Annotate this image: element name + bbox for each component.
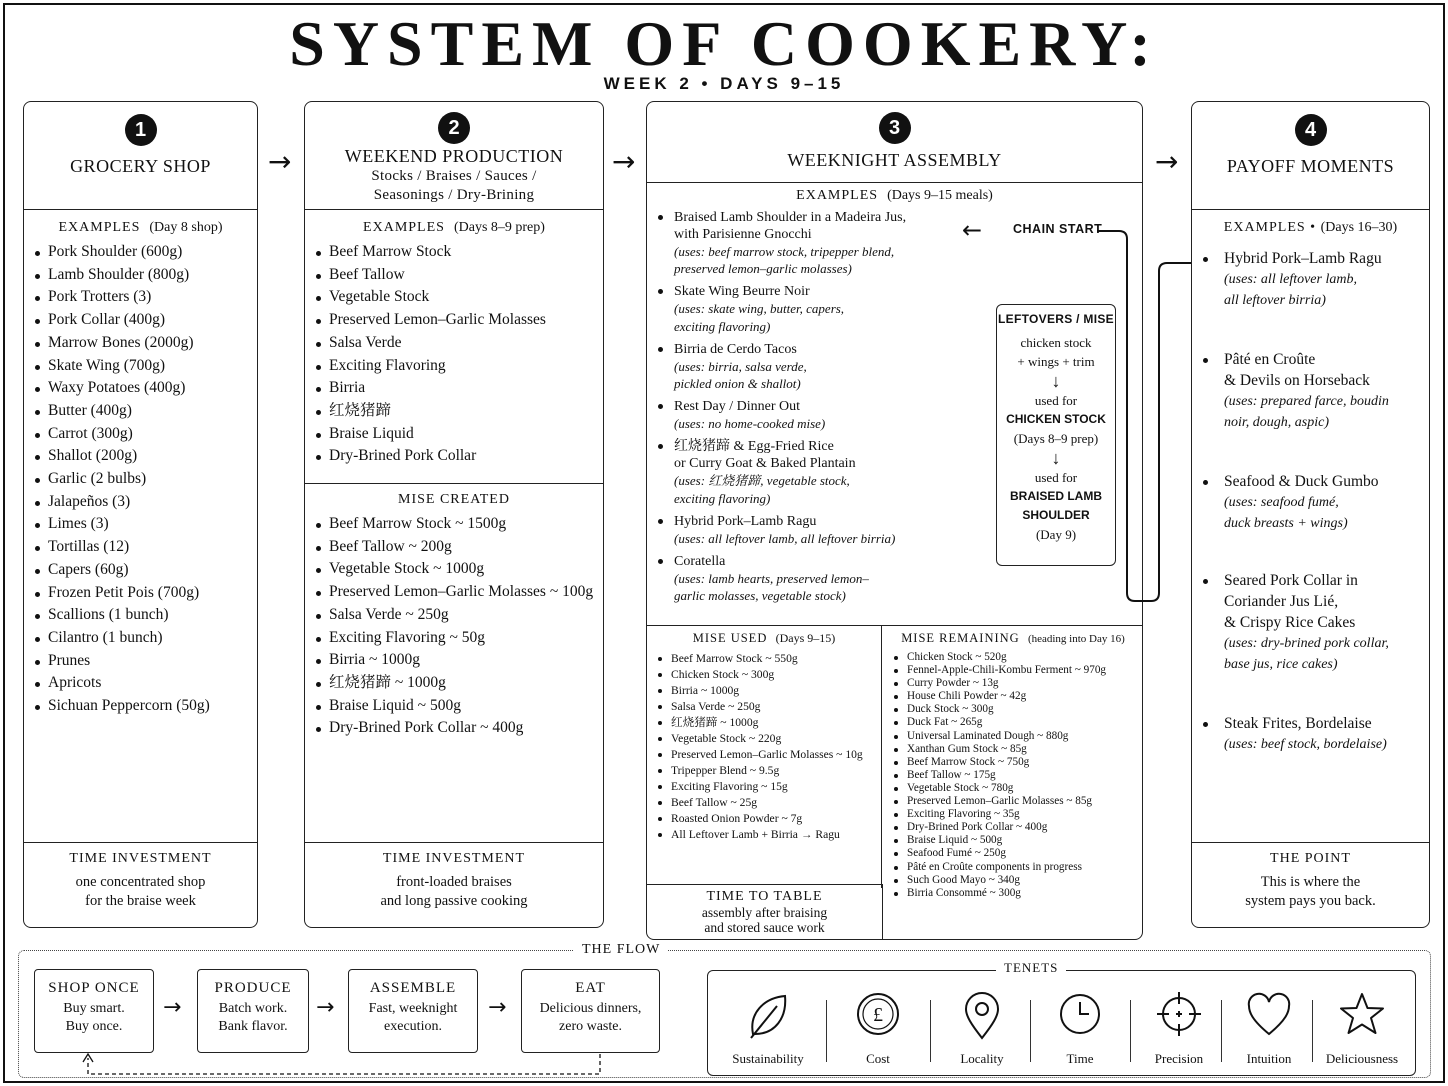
footer-line: assembly after braising — [701, 905, 828, 920]
grocery-item: Scallions (1 bunch) — [34, 604, 257, 627]
mise-used-item: Roasted Onion Powder ~ 7g — [657, 811, 881, 827]
meal-item — [657, 209, 977, 277]
payoff-footer — [1192, 842, 1429, 927]
payoff-uses: (uses: prepared farce, boudin — [1224, 394, 1389, 409]
mise-used-item: Birria ~ 1000g — [657, 683, 881, 699]
flow-step-desc: Batch work. — [218, 1001, 288, 1016]
mise-used-list — [647, 651, 881, 843]
step-badge: 1 — [125, 114, 157, 146]
leftover-line: used for — [1034, 470, 1078, 485]
tenet-precision — [1129, 990, 1229, 1067]
arrow-down-icon: ↓ — [1051, 448, 1061, 468]
grocery-item: Frozen Petit Pois (700g) — [34, 582, 257, 605]
divider — [930, 1000, 931, 1062]
meal-item — [657, 341, 977, 392]
mise-item: Birria ~ 1000g — [315, 649, 603, 672]
tenet-label: Deliciousness — [1325, 1051, 1399, 1066]
flow-step-desc: Buy once. — [65, 1019, 123, 1034]
meal-uses: (uses: beef marrow stock, tripepper blend, — [674, 244, 895, 259]
flow-step-assemble — [348, 969, 478, 1053]
leftover-line: used for — [1034, 393, 1078, 408]
mise-used-item: Beef Tallow ~ 25g — [657, 795, 881, 811]
grocery-item: Pork Shoulder (600g) — [34, 241, 257, 264]
grocery-item: Capers (60g) — [34, 559, 257, 582]
meal-uses: (uses: no home-cooked mise) — [674, 416, 826, 432]
mise-remaining-item: Xanthan Gum Stock ~ 85g — [893, 743, 1143, 756]
tenet-time — [1030, 990, 1130, 1067]
leaf-icon — [743, 990, 793, 1042]
arrow-right-icon: → — [268, 145, 292, 178]
arrow-right-icon: → — [316, 995, 335, 1020]
star-icon — [1337, 990, 1387, 1042]
mise-item: Preserved Lemon–Garlic Molasses ~ 100g — [315, 581, 603, 604]
payoff-name: Steak Frites, Bordelaise — [1224, 715, 1372, 732]
mise-remaining-item: Preserved Lemon–Garlic Molasses ~ 85g — [893, 795, 1143, 808]
leftover-line: (Day 9) — [1035, 527, 1077, 542]
prep-item: Vegetable Stock — [315, 286, 603, 309]
section-title: EXAMPLES • — [1223, 220, 1317, 235]
panel-title: WEEKEND PRODUCTION — [344, 146, 564, 166]
prep-item: Exciting Flavoring — [315, 355, 603, 378]
mise-remaining-item: Fennel-Apple-Chili-Kombu Ferment ~ 970g — [893, 664, 1143, 677]
footer-line: front-loaded braises — [396, 874, 512, 890]
location-pin-icon — [957, 990, 1007, 1042]
leftover-line: SHOULDER — [1022, 508, 1090, 522]
grocery-shop-panel — [23, 101, 258, 928]
arrow-right-icon: → — [488, 995, 507, 1020]
mise-remaining-item: Such Good Mayo ~ 340g — [893, 874, 1143, 887]
tenet-intuition — [1219, 990, 1319, 1067]
pound-coin-icon — [853, 990, 903, 1042]
tenet-label: Cost — [866, 1051, 890, 1066]
mise-remaining-item: Curry Powder ~ 13g — [893, 677, 1143, 690]
mise-item: Beef Tallow ~ 200g — [315, 536, 603, 559]
mise-remaining-section — [883, 626, 1143, 899]
mise-remaining-item: Duck Stock ~ 300g — [893, 703, 1143, 716]
panel-title: PAYOFF MOMENTS — [1226, 156, 1395, 176]
mise-remaining-item: Chicken Stock ~ 520g — [893, 651, 1143, 664]
section-title: EXAMPLES — [363, 220, 445, 235]
tenets-title: TENETS — [996, 960, 1066, 976]
prep-item: Salsa Verde — [315, 332, 603, 355]
section-title: MISE USED — [692, 631, 768, 645]
panel-title: GROCERY SHOP — [70, 156, 211, 176]
tenet-cost — [828, 990, 928, 1067]
section-note: (Days 9–15 meals) — [887, 188, 993, 203]
meal-uses: (uses: 红烧猪蹄, vegetable stock, — [674, 473, 850, 489]
payoff-name: Pâté en Croûte — [1224, 351, 1316, 368]
footer-title: TIME INVESTMENT — [69, 851, 212, 866]
mise-used-item: 红烧猪蹄 ~ 1000g — [657, 715, 881, 731]
panel-subtitle: Seasonings / Dry-Brining — [373, 187, 535, 203]
mise-remaining-item: House Chili Powder ~ 42g — [893, 690, 1143, 703]
tenet-label: Precision — [1154, 1051, 1204, 1066]
mise-used-item: Chicken Stock ~ 300g — [657, 667, 881, 683]
heart-icon — [1244, 990, 1294, 1042]
meal-uses: (uses: all leftover lamb, all leftover birria) — [674, 530, 896, 546]
meal-uses: (uses: skate wing, butter, capers, — [674, 301, 845, 317]
mise-remaining-item: Beef Marrow Stock ~ 750g — [893, 756, 1143, 769]
mise-remaining-item: Vegetable Stock ~ 780g — [893, 782, 1143, 795]
arrow-left-icon: ← — [962, 216, 983, 244]
meal-name: Braised Lamb Shoulder in a Madeira Jus, — [674, 210, 907, 225]
weekend-production-panel — [304, 101, 604, 928]
flow-step-desc: zero waste. — [559, 1019, 622, 1034]
footer-line: one concentrated shop — [75, 874, 206, 890]
tenet-locality — [932, 990, 1032, 1067]
mise-created-list — [305, 513, 603, 740]
meal-uses: garlic molasses, vegetable stock) — [674, 588, 846, 604]
prep-item: Preserved Lemon–Garlic Molasses — [315, 309, 603, 332]
payoff-name: & Crispy Rice Cakes — [1224, 614, 1356, 631]
flow-step-desc: Fast, weeknight — [368, 1001, 458, 1016]
flow-step-name: PRODUCE — [214, 980, 292, 996]
mise-used-item: Vegetable Stock ~ 220g — [657, 731, 881, 747]
mise-item: Dry-Brined Pork Collar ~ 400g — [315, 717, 603, 740]
svg-text:£: £ — [873, 1004, 883, 1026]
section-title: EXAMPLES — [796, 188, 879, 203]
footer-title: THE POINT — [1270, 851, 1351, 866]
payoff-uses: (uses: dry-brined pork collar, — [1224, 636, 1389, 651]
flow-step-desc: Delicious dinners, — [539, 1001, 642, 1016]
mise-item: 红烧猪蹄 ~ 1000g — [315, 672, 603, 695]
payoff-uses: base jus, rice cakes) — [1224, 657, 1338, 672]
meal-uses: exciting flavoring) — [674, 318, 771, 334]
flow-step-desc: execution. — [384, 1019, 442, 1034]
meal-item — [657, 398, 977, 432]
payoff-name: & Devils on Horseback — [1224, 372, 1370, 389]
payoff-uses: (uses: all leftover lamb, — [1224, 272, 1357, 287]
mise-used-item: Beef Marrow Stock ~ 550g — [657, 651, 881, 667]
grocery-item: Pork Collar (400g) — [34, 309, 257, 332]
mise-used-item: Preserved Lemon–Garlic Molasses ~ 10g — [657, 747, 881, 763]
section-note: (Days 16–30) — [1320, 220, 1398, 235]
payoff-name: Seared Pork Collar in — [1224, 572, 1358, 589]
mise-remaining-item: Seafood Fumé ~ 250g — [893, 847, 1143, 860]
mise-remaining-item: Exciting Flavoring ~ 35g — [893, 808, 1143, 821]
mise-item: Vegetable Stock ~ 1000g — [315, 558, 603, 581]
mise-created-section — [305, 483, 603, 740]
flow-step-eat — [521, 969, 660, 1053]
crosshair-icon — [1154, 990, 1204, 1042]
meal-uses: exciting flavoring) — [674, 490, 771, 506]
grocery-list — [24, 241, 257, 718]
flow-title: THE FLOW — [574, 942, 668, 958]
arrow-right-icon: → — [163, 995, 182, 1020]
prep-item: 红烧猪蹄 — [315, 400, 603, 423]
page-title: SYSTEM OF COOKERY: — [289, 8, 1159, 79]
payoff-moments-panel — [1191, 101, 1430, 928]
payoff-item — [1202, 471, 1429, 534]
grocery-item: Limes (3) — [34, 513, 257, 536]
loop-back-connector — [80, 1052, 610, 1080]
grocery-item: Butter (400g) — [34, 400, 257, 423]
section-title: MISE CREATED — [398, 492, 510, 507]
payoff-examples — [1192, 220, 1429, 755]
payoff-header — [1192, 102, 1429, 210]
flow-step-desc: Buy smart. — [63, 1001, 125, 1016]
grocery-header — [24, 102, 257, 210]
section-note: (heading into Day 16) — [1027, 633, 1125, 645]
payoff-item — [1202, 349, 1429, 433]
payoff-list — [1192, 248, 1429, 755]
grocery-item: Tortillas (12) — [34, 536, 257, 559]
mise-item: Beef Marrow Stock ~ 1500g — [315, 513, 603, 536]
payoff-name: Coriander Jus Lié, — [1224, 593, 1339, 610]
grocery-footer — [24, 842, 257, 927]
mise-remaining-item: Birria Consommé ~ 300g — [893, 887, 1143, 900]
section-note: (Days 9–15) — [775, 631, 836, 645]
leftovers-mise-box — [996, 304, 1116, 566]
leftover-line: CHICKEN STOCK — [1006, 412, 1106, 426]
grocery-item: Waxy Potatoes (400g) — [34, 377, 257, 400]
meal-name: or Curry Goat & Baked Plantain — [674, 456, 856, 472]
meal-name: Birria de Cerdo Tacos — [674, 341, 797, 357]
meal-name: Coratella — [674, 554, 726, 570]
mise-used-item: Exciting Flavoring ~ 15g — [657, 779, 881, 795]
footer-line: and stored sauce work — [704, 920, 825, 935]
tenet-label: Intuition — [1246, 1051, 1292, 1066]
payoff-name: Seafood & Duck Gumbo — [1224, 473, 1379, 490]
section-title: MISE REMAINING — [901, 631, 1020, 645]
footer-line: This is where the — [1260, 874, 1361, 890]
weeknight-footer — [647, 884, 883, 939]
arrow-right-icon: → — [1155, 145, 1179, 178]
mise-remaining-item: Dry-Brined Pork Collar ~ 400g — [893, 821, 1143, 834]
mise-used-section — [647, 626, 882, 888]
meal-item — [657, 438, 977, 506]
grocery-item: Prunes — [34, 650, 257, 673]
grocery-item: Garlic (2 bulbs) — [34, 468, 257, 491]
grocery-item: Cilantro (1 bunch) — [34, 627, 257, 650]
tenet-label: Sustainability — [732, 1051, 804, 1066]
flow-step-produce — [197, 969, 309, 1053]
weekend-header — [305, 102, 603, 210]
footer-line: for the braise week — [85, 893, 196, 909]
clock-icon — [1055, 990, 1105, 1042]
footer-line: system pays you back. — [1245, 893, 1376, 909]
meal-uses: preserved lemon–garlic molasses) — [674, 261, 852, 277]
meal-item — [657, 513, 977, 547]
leftover-line: + wings + trim — [1017, 354, 1095, 369]
mise-remaining-item: Duck Fat ~ 265g — [893, 716, 1143, 729]
meal-uses: pickled onion & shallot) — [674, 376, 801, 392]
prep-item: Dry-Brined Pork Collar — [315, 445, 603, 468]
meal-item — [657, 553, 977, 604]
tenet-label: Locality — [960, 1051, 1004, 1066]
tenet-label: Time — [1066, 1051, 1094, 1066]
grocery-item: Lamb Shoulder (800g) — [34, 264, 257, 287]
grocery-item: Skate Wing (700g) — [34, 355, 257, 378]
mise-item: Salsa Verde ~ 250g — [315, 604, 603, 627]
footer-title: TIME TO TABLE — [706, 889, 823, 904]
mise-remaining-item: Pâté en Croûte components in progress — [893, 861, 1143, 874]
tenet-deliciousness — [1312, 990, 1412, 1067]
step-badge: 4 — [1295, 114, 1327, 146]
mise-item: Exciting Flavoring ~ 50g — [315, 627, 603, 650]
grocery-item: Jalapeños (3) — [34, 491, 257, 514]
panel-subtitle: Stocks / Braises / Sauces / — [371, 168, 537, 184]
mise-used-item: Salsa Verde ~ 250g — [657, 699, 881, 715]
flow-step-name: SHOP ONCE — [48, 980, 140, 996]
arrow-right-icon: → — [612, 145, 636, 178]
prep-item: Beef Tallow — [315, 264, 603, 287]
mise-used-item: Tripepper Blend ~ 9.5g — [657, 763, 881, 779]
chain-start-label: CHAIN START — [1013, 222, 1103, 236]
section-title: EXAMPLES — [58, 220, 141, 235]
payoff-item — [1202, 713, 1429, 755]
prep-item: Braise Liquid — [315, 423, 603, 446]
payoff-name: Hybrid Pork–Lamb Ragu — [1224, 250, 1382, 267]
panel-title: WEEKNIGHT ASSEMBLY — [787, 150, 1002, 170]
meal-name: Rest Day / Dinner Out — [674, 399, 800, 415]
grocery-item: Pork Trotters (3) — [34, 286, 257, 309]
payoff-uses: all leftover birria) — [1224, 293, 1326, 308]
payoff-uses: duck breasts + wings) — [1224, 516, 1348, 531]
section-note: (Day 8 shop) — [149, 220, 223, 235]
footer-title: TIME INVESTMENT — [382, 851, 526, 866]
meal-name: 红烧猪蹄 & Egg-Fried Rice — [674, 439, 834, 455]
payoff-item — [1202, 570, 1429, 675]
leftover-title: LEFTOVERS / MISE — [998, 312, 1114, 326]
leftover-line: (Days 8–9 prep) — [1013, 431, 1099, 446]
grocery-item: Apricots — [34, 672, 257, 695]
grocery-item: Marrow Bones (2000g) — [34, 332, 257, 355]
weekend-examples — [305, 220, 603, 468]
divider — [826, 1000, 827, 1062]
mise-remaining-list — [883, 651, 1143, 900]
leftover-line: chicken stock — [1020, 335, 1092, 350]
tenet-sustainability — [718, 990, 818, 1067]
flow-step-name: ASSEMBLE — [369, 980, 457, 996]
leftover-line: BRAISED LAMB — [1010, 489, 1102, 503]
footer-line: and long passive cooking — [380, 893, 528, 909]
mise-item: Braise Liquid ~ 500g — [315, 695, 603, 718]
arrow-down-icon: ↓ — [1051, 371, 1061, 391]
mise-remaining-item: Beef Tallow ~ 175g — [893, 769, 1143, 782]
grocery-item: Sichuan Peppercorn (50g) — [34, 695, 257, 718]
payoff-item — [1202, 248, 1429, 311]
grocery-item: Shallot (200g) — [34, 445, 257, 468]
flow-step-name: EAT — [575, 980, 606, 996]
meal-name: Hybrid Pork–Lamb Ragu — [674, 513, 817, 529]
page-subtitle: WEEK 2 • DAYS 9–15 — [603, 74, 845, 93]
payoff-uses: (uses: beef stock, bordelaise) — [1224, 737, 1387, 752]
meal-uses: (uses: lamb hearts, preserved lemon– — [674, 571, 869, 587]
grocery-examples — [24, 220, 257, 718]
mise-remaining-item: Braise Liquid ~ 500g — [893, 834, 1143, 847]
prep-item: Birria — [315, 377, 603, 400]
flow-step-desc: Bank flavor. — [218, 1019, 288, 1034]
payoff-uses: noir, dough, aspic) — [1224, 415, 1329, 430]
flow-step-shop — [34, 969, 154, 1053]
meal-name: Skate Wing Beurre Noir — [674, 284, 810, 300]
step-badge: 3 — [879, 112, 911, 144]
payoff-uses: (uses: seafood fumé, — [1224, 495, 1339, 510]
meal-uses: (uses: birria, salsa verde, — [674, 358, 807, 374]
mise-used-item: All Leftover Lamb + Birria → Ragu — [657, 827, 881, 843]
prep-item: Beef Marrow Stock — [315, 241, 603, 264]
meal-list — [647, 209, 977, 604]
grocery-item: Carrot (300g) — [34, 423, 257, 446]
weeknight-header — [647, 102, 1142, 183]
mise-remaining-item: Universal Laminated Dough ~ 880g — [893, 730, 1143, 743]
meal-name: with Parisienne Gnocchi — [674, 227, 812, 242]
section-note: (Days 8–9 prep) — [453, 220, 545, 235]
weekend-footer — [305, 842, 603, 927]
meal-item — [657, 283, 977, 334]
step-badge: 2 — [438, 112, 470, 144]
weekend-list — [305, 241, 603, 468]
